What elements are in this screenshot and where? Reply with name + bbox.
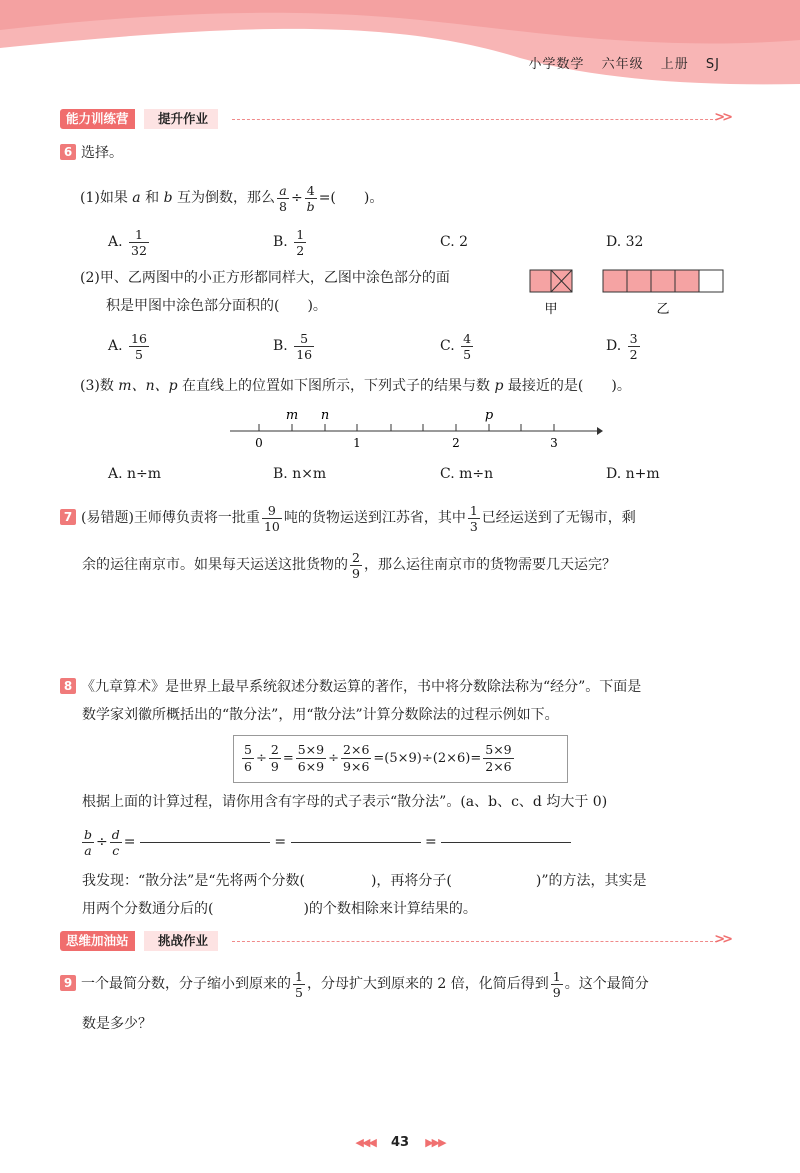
q8-line1: 8 《九章算术》是世界上最早系统叙述分数运算的著作，书中将分数除法称为“经分”。下面是 [60,677,641,697]
chevron-right-icon: >> [714,932,730,947]
section-header-2 [60,931,730,953]
q6-part2-line2: 积是甲图中涂色部分面积的( )。 [106,298,327,314]
answer-blank-2[interactable] [291,842,421,843]
q6-part2-option-c[interactable]: C. $\frac{4}{5}$ [440,330,472,362]
left-arrows-icon: ◀◀◀ [355,1136,375,1149]
section-label: 挑战作业 [144,931,218,951]
dashed-divider [232,941,718,942]
square-figures [526,268,726,320]
q6-part2-option-a[interactable]: A. $\frac{16}{5}$ [108,330,147,362]
q6-part1-option-c[interactable]: C. 2 [440,234,469,250]
tick-label-1: 1 [353,436,361,450]
figure-yi [603,270,723,292]
point-label-m: m [285,408,299,423]
point-label-p: p [484,408,494,423]
q8-line2: 数学家刘徽所概括出的“散分法”，用“散分法”计算分数除法的过程示例如下。 [82,707,559,723]
q6-part3: (3)数 m、n、p 在直线上的位置如下图所示，下列式子的结果与数 p 最接近的是( )。 [80,378,631,394]
tick-label-2: 2 [452,436,460,450]
right-arrows-icon: ▶▶▶ [425,1136,445,1149]
number-line [225,400,605,452]
q6-part1-option-d[interactable]: D. 32 [606,234,644,250]
question-number: 9 [60,975,76,991]
tick-label-3: 3 [550,436,558,450]
q8-line5: 用两个分数通分后的( )的个数相除来计算结果的。 [82,901,477,917]
page-header [0,0,800,100]
q6-part3-option-d[interactable]: D. n+m [606,466,660,482]
q8-expression: $\frac{b}{a}$ ÷ $\frac{d}{c}$ = = = [80,822,571,862]
q6-part3-option-b[interactable]: B. n×m [273,466,327,482]
answer-blank-1[interactable] [140,842,270,843]
q6-part2-option-d[interactable]: D. $\frac{3}{2}$ [606,330,638,362]
q7-line1: 7 (易错题)王师傅负责将一批重 $\frac{9}{10}$ 吨的货物运送到江苏省，其中 $\frac{1}{3}$ 已经运送到了无锡市，剩 [60,498,636,538]
section-header-1 [60,109,730,131]
label-yi: 乙 [656,302,670,317]
q6-part1-option-a[interactable]: A. $\frac{1}{32}$ [108,226,147,258]
header-volume: 上册 [660,57,689,72]
header-subject: 小学数学 [528,57,585,72]
header-wave-band [0,0,800,100]
header-edition: SJ [705,57,720,72]
question-number: 6 [60,144,76,160]
q9-line1: 9 一个最简分数，分子缩小到原来的 $\frac{1}{5}$ ，分母扩大到原来的 2 倍，化简后得到 $\frac{1}{9}$ 。这个最简分 [60,964,649,1004]
q8-line4: 我发现：“散分法”是“先将两个分数( )，再将分子( )”的方法，其实是 [82,873,647,889]
q6-title: 6 选择。 [60,143,123,163]
tick-label-0: 0 [255,436,263,450]
section-tag: 能力训练营 [60,109,135,129]
page-number: 43 [390,1135,410,1150]
q6-part1-option-b[interactable]: B. $\frac{1}{2}$ [273,226,305,258]
figure-jia [530,270,572,292]
page-footer [0,1135,800,1150]
q6-part2-line1: (2)甲、乙两图中的小正方形都同样大，乙图中涂色部分的面 [80,270,450,286]
header-grade: 六年级 [601,57,644,72]
q9-line2: 数是多少？ [82,1016,152,1032]
q8-line3: 根据上面的计算过程，请你用含有字母的式子表示“散分法”。(a、b、c、d 均大于 0) [82,794,608,810]
section-tag: 思维加油站 [60,931,135,951]
q6-part1: (1)如果 a 和 b 互为倒数，那么 $\frac{a}{8}$ ÷ $\frac{4}{b}$ =( )。 [80,182,384,214]
q6-part2-option-b[interactable]: B. $\frac{5}{16}$ [273,330,313,362]
san-fen-fa-example: $\frac{5}{6}$ ÷ $\frac{2}{9}$ = $\frac{5\times 9}{6\times 9}$ ÷ $\frac{2\times 6}{9\times 6}$ =(5×9)÷(2×6)= $\frac{5\times 9}{2\times 6}$ [233,735,568,783]
label-jia: 甲 [544,302,558,317]
dashed-divider [232,119,718,120]
header-info [516,53,720,72]
chevron-right-icon: >> [714,110,730,125]
question-number: 7 [60,509,76,525]
q7-line2: 余的运往南京市。如果每天运送这批货物的 $\frac{2}{9}$ ，那么运往南京市的货物需要几天运完？ [82,549,616,581]
point-label-n: n [320,408,330,423]
answer-blank-3[interactable] [441,842,571,843]
question-number: 8 [60,678,76,694]
q6-part3-option-c[interactable]: C. m÷n [440,466,494,482]
q6-part3-option-a[interactable]: A. n÷m [108,466,162,482]
section-label: 提升作业 [144,109,218,129]
